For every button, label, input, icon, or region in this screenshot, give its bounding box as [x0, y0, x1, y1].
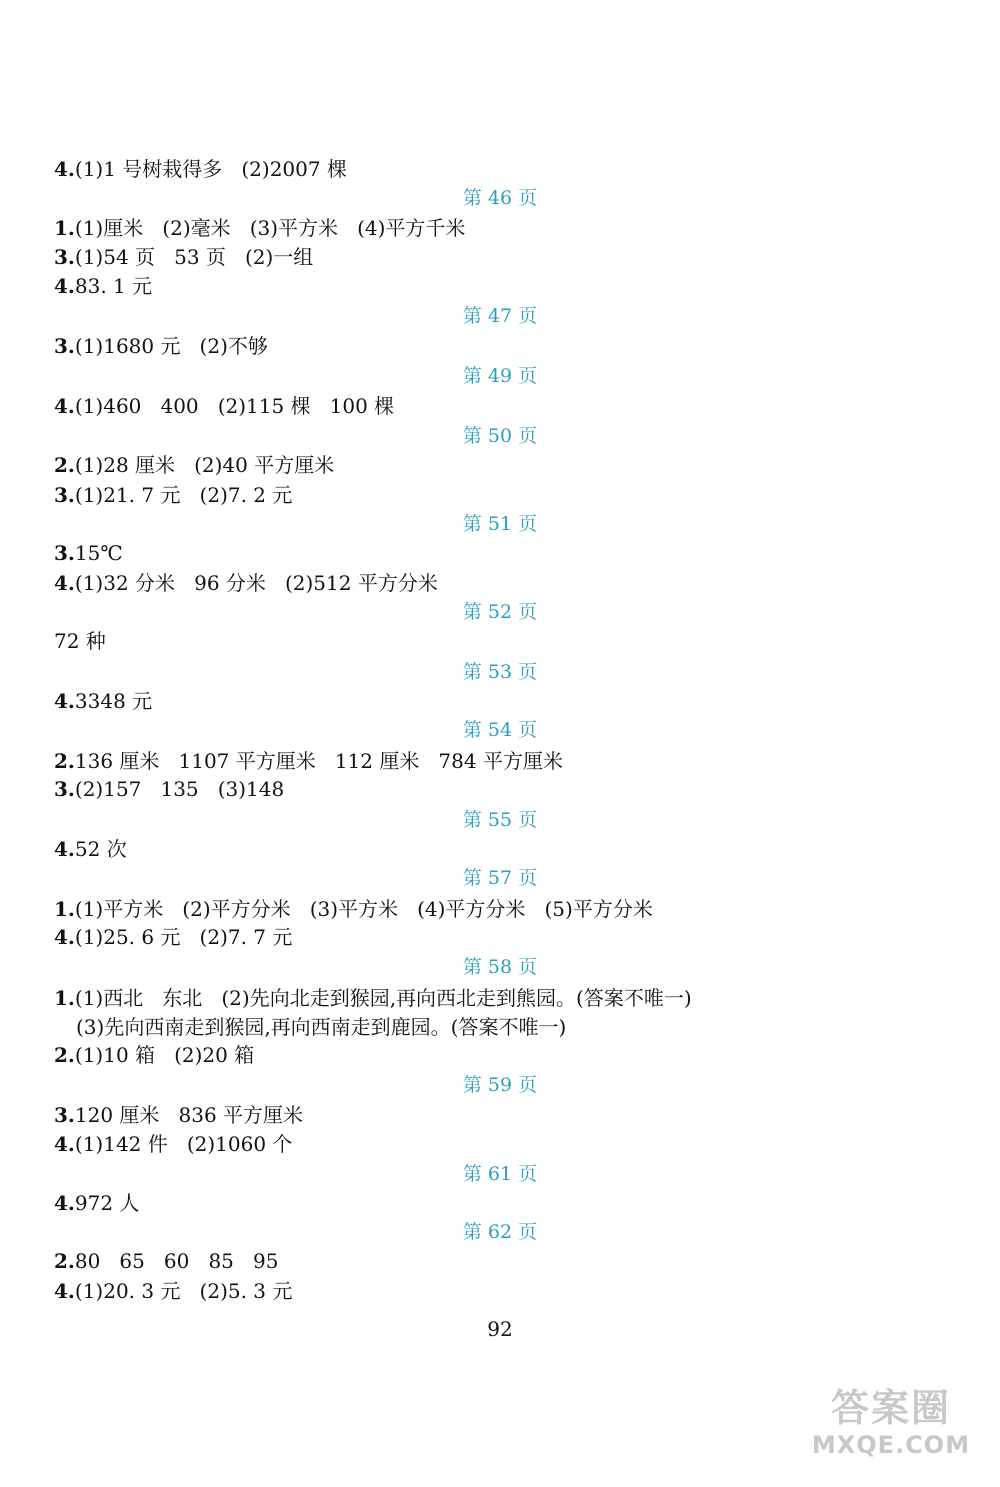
answer-line: [54, 540, 123, 566]
answer-text: 136 厘米 1107 平方厘米 112 厘米 784 平方厘米: [74, 749, 563, 773]
answer-text: (1)平方米 (2)平方分米 (3)平方米 (4)平方分米 (5)平方分米: [74, 897, 653, 921]
question-number: 3.: [54, 541, 75, 565]
answer-text: (1)142 件 (2)1060 个: [74, 1132, 293, 1156]
answer-text: (1)28 厘米 (2)40 平方厘米: [74, 453, 335, 477]
question-number: 4.: [54, 837, 75, 861]
answer-text: 80 65 60 85 95: [74, 1249, 279, 1273]
section-heading: 第 58 页: [462, 956, 538, 978]
answer-line: [54, 333, 268, 359]
question-number: 1.: [54, 897, 75, 921]
answer-line: [54, 776, 284, 802]
section-heading: 第 62 页: [462, 1221, 538, 1243]
answer-text: (1)1680 元 (2)不够: [74, 334, 268, 358]
question-number: 1.: [54, 216, 75, 240]
watermark-url: MXQE.COM: [811, 1431, 971, 1459]
question-number: 2.: [54, 749, 75, 773]
answer-text: (3)先向西南走到猴园,再向西南走到鹿园。(答案不唯一): [76, 1015, 567, 1039]
answer-text: 3348 元: [74, 689, 153, 713]
section-heading: 第 47 页: [462, 305, 538, 327]
answer-line: [54, 570, 438, 596]
section-heading: 第 52 页: [462, 601, 538, 623]
answer-text: (1)10 箱 (2)20 箱: [74, 1043, 255, 1067]
question-number: 4.: [54, 1279, 75, 1303]
question-number: 3.: [54, 245, 75, 269]
question-number: 3.: [54, 777, 75, 801]
watermark-title: 答案圈: [830, 1386, 951, 1430]
answer-text: (2)157 135 (3)148: [74, 777, 285, 801]
section-heading: 第 46 页: [462, 187, 538, 209]
answer-text: (1)54 页 53 页 (2)一组: [74, 245, 314, 269]
question-number: 4.: [54, 571, 75, 595]
answer-text: 972 人: [74, 1191, 140, 1215]
section-heading: 第 54 页: [462, 719, 538, 741]
answer-text: 83. 1 元: [74, 274, 153, 298]
question-number: 1.: [54, 986, 75, 1010]
section-heading: 第 61 页: [462, 1163, 538, 1185]
watermark-logo: [806, 1385, 976, 1467]
answer-text: 52 次: [74, 837, 127, 861]
section-heading: 第 55 页: [462, 809, 538, 831]
section-heading: 第 57 页: [462, 867, 538, 889]
page-number: 92: [487, 1317, 513, 1341]
answer-text: (1)厘米 (2)毫米 (3)平方米 (4)平方千米: [74, 216, 466, 240]
question-number: 2.: [54, 453, 75, 477]
question-number: 4.: [54, 689, 75, 713]
answer-line: [54, 156, 347, 182]
answer-text: (1)32 分米 96 分米 (2)512 平方分米: [74, 571, 438, 595]
answer-text: 72 种: [54, 629, 106, 653]
question-number: 4.: [54, 394, 75, 418]
answer-line: [54, 1190, 139, 1216]
answer-text: (1)460 400 (2)115 棵 100 棵: [74, 394, 395, 418]
question-number: 4.: [54, 925, 75, 949]
answer-line: [54, 896, 653, 922]
section-heading: 第 59 页: [462, 1074, 538, 1096]
section-heading: 第 50 页: [462, 425, 538, 447]
question-number: 3.: [54, 1103, 75, 1127]
section-heading: 第 49 页: [462, 365, 538, 387]
answer-line: [54, 1102, 303, 1128]
answer-text: (1)25. 6 元 (2)7. 7 元: [74, 925, 293, 949]
answer-line: [54, 393, 394, 419]
section-heading: 第 51 页: [462, 513, 538, 535]
answer-line: [54, 985, 692, 1011]
answer-text: (1)1 号树栽得多 (2)2007 棵: [74, 157, 347, 181]
question-number: 3.: [54, 483, 75, 507]
answer-line: [54, 452, 334, 478]
answer-text: 15℃: [74, 541, 123, 565]
answer-line: [54, 628, 106, 654]
question-number: 4.: [54, 274, 75, 298]
answer-line: [54, 1131, 292, 1157]
answer-line: [54, 924, 292, 950]
answer-text: (1)21. 7 元 (2)7. 2 元: [74, 483, 293, 507]
question-number: 2.: [54, 1043, 75, 1067]
answer-line: [54, 215, 465, 241]
answer-line: [54, 273, 152, 299]
answer-line: [76, 1014, 566, 1040]
answer-text: (1)20. 3 元 (2)5. 3 元: [74, 1279, 293, 1303]
question-number: 4.: [54, 1132, 75, 1156]
section-heading: 第 53 页: [462, 661, 538, 683]
answer-text: (1)西北 东北 (2)先向北走到猴园,再向西北走到熊园。(答案不唯一): [74, 986, 692, 1010]
answer-line: [54, 482, 292, 508]
answer-line: [54, 1042, 254, 1068]
question-number: 3.: [54, 334, 75, 358]
answer-line: [54, 1248, 278, 1274]
answer-line: [54, 836, 127, 862]
question-number: 4.: [54, 1191, 75, 1215]
answer-line: [54, 748, 563, 774]
question-number: 2.: [54, 1249, 75, 1273]
answer-line: [54, 1278, 292, 1304]
answer-line: [54, 688, 152, 714]
question-number: 4.: [54, 157, 75, 181]
answer-line: [54, 244, 313, 270]
answer-text: 120 厘米 836 平方厘米: [74, 1103, 304, 1127]
